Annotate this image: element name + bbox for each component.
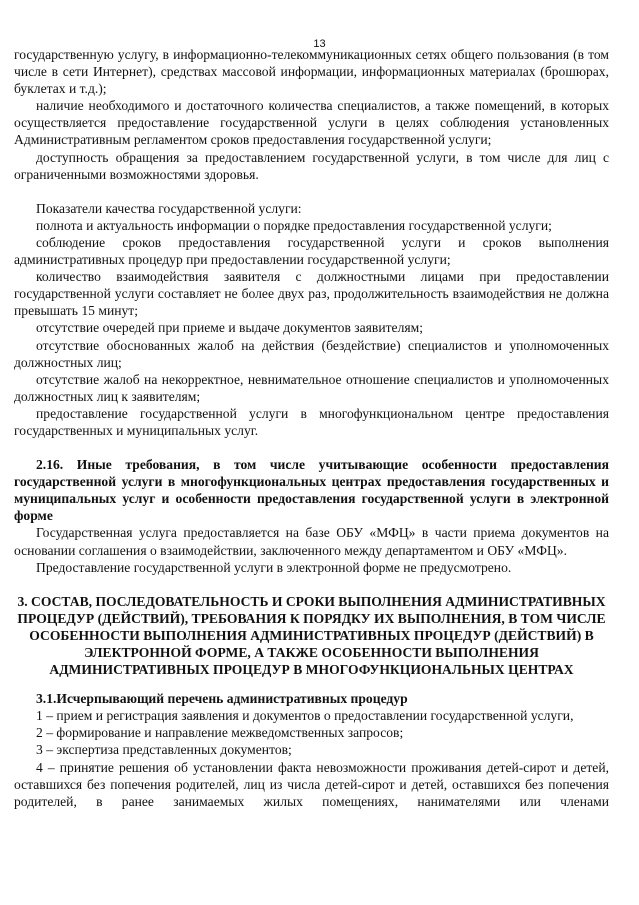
procedure-item: 1 – прием и регистрация заявления и документов о предоставлении государственной услуги, <box>36 708 574 724</box>
quality-item: полнота и актуальность информации о порядке предоставления государственной услуги; <box>36 217 552 233</box>
section-heading-2-16: 2.16. Иные требования, в том числе учитывающие особенности предоставления государственной услуги в многофункциональных центрах предоставления государственных и муниципальных услуг и особенности предоставления государственной услуги в электронной форме <box>14 457 609 524</box>
paragraph: Предоставление государственной услуги в электронной форме не предусмотрено. <box>36 559 512 575</box>
quality-item: предоставление государственной услуги в многофункциональном центре предоставления государственных и муниципальных услуг. <box>14 405 609 438</box>
sub-heading-3-1: 3.1.Исчерпывающий перечень административных процедур <box>36 691 408 707</box>
quality-item: соблюдение сроков предоставления государственной услуги и сроков выполнения административных процедур при предоставлении государственной услуги; <box>14 234 609 268</box>
quality-item: отсутствие обоснованных жалоб на действия (бездействие) специалистов и уполномоченных должностных лиц; <box>14 337 609 370</box>
quality-item: отсутствие очередей при приеме и выдаче документов заявителям; <box>36 320 423 336</box>
paragraph: государственную услугу, в информационно-телекоммуникационных сетях общего пользования (в том числе в сети Интернет), средствах массовой информации, информационных материалах (брошюрах, буклетах и т.д.); <box>14 47 609 97</box>
paragraph: наличие необходимого и достаточного количества специалистов, а также помещений, в которых осуществляется предоставление государственной услуги в целях соблюдения установленных Административным регламентом сроков предоставления государственной услуги; <box>14 98 609 148</box>
quality-title: Показатели качества государственной услуги: <box>36 200 302 216</box>
page-number: 13 <box>313 38 326 50</box>
section-heading-3: 3. СОСТАВ, ПОСЛЕДОВАТЕЛЬНОСТЬ И СРОКИ ВЫПОЛНЕНИЯ АДМИНИСТРАТИВНЫХ ПРОЦЕДУР (ДЕЙСТВИЙ), ТРЕБОВАНИЯ К ПОРЯДКУ ИХ ВЫПОЛНЕНИЯ, В ТОМ ЧИСЛЕ ОСОБЕННОСТИ ВЫПОЛНЕНИЯ АДМИНИСТРАТИВНЫХ ПРОЦЕДУР (ДЕЙСТВИЙ) В ЭЛЕКТРОННОЙ ФОРМЕ, А ТАКЖЕ ОСОБЕННОСТИ ВЫПОЛНЕНИЯ АДМИНИСТРАТИВНЫХ ПРОЦЕДУР В МНОГОФУНКЦИОНАЛЬНЫХ ЦЕНТРАХ <box>17 593 606 678</box>
paragraph: доступность обращения за предоставлением государственной услуги, в том числе для лиц с ограниченными возможностями здоровья. <box>14 149 609 182</box>
paragraph: Государственная услуга предоставляется на базе ОБУ «МФЦ» в части приема документов на основании соглашения о взаимодействии, заключенного между департаментом и ОБУ «МФЦ». <box>14 525 609 558</box>
procedure-item: 3 – экспертиза представленных документов; <box>36 742 292 758</box>
procedure-item: 4 – принятие решения об установлении факта невозможности проживания детей-сирот и детей, оставшихся без попечения родителей, лиц из числа детей-сирот и детей, оставшихся без попечения родителей, в ранее занимаемых жилых помещениях, нанимателями или членами <box>14 759 609 809</box>
quality-item: количество взаимодействия заявителя с должностными лицами при предоставлении государственной услуги составляет не более двух раз, продолжительность взаимодействия не должна превышать 15 минут; <box>14 269 609 319</box>
procedure-item: 2 – формирование и направление межведомственных запросов; <box>36 725 404 741</box>
quality-item: отсутствие жалоб на некорректное, невнимательное отношение специалистов и уполномоченных должностных лиц к заявителям; <box>14 371 609 404</box>
